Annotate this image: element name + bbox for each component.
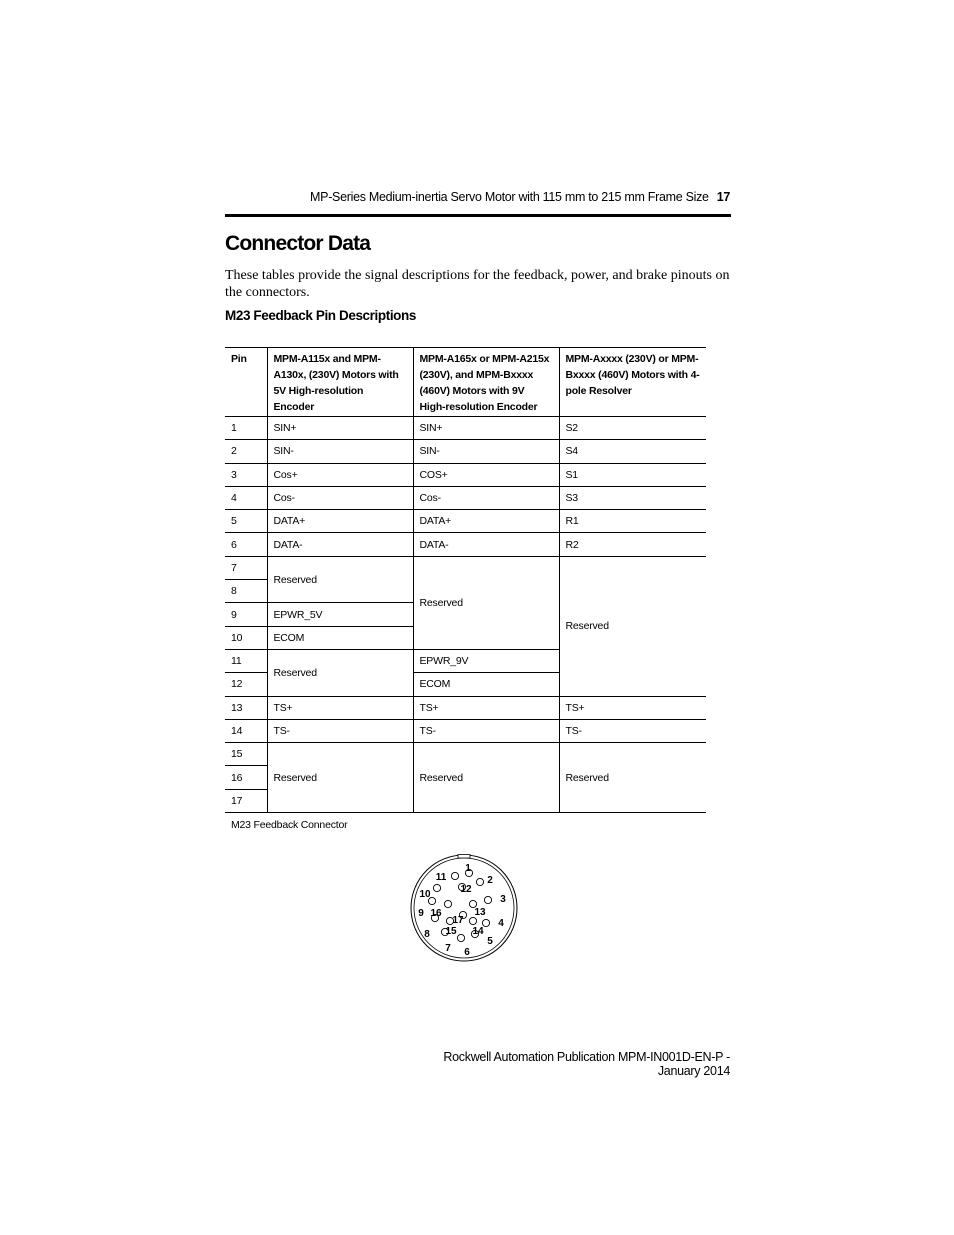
pin-cell: 17 [225, 789, 267, 812]
header-resolver: MPM-Axxxx (230V) or MPM-Bxxxx (460V) Motors with 4-pole Resolver [559, 348, 706, 417]
cell: DATA- [267, 533, 413, 556]
connector-pin-label-13: 13 [474, 907, 486, 918]
cell: TS+ [267, 696, 413, 719]
merged-cell: Reserved [267, 649, 413, 696]
connector-inner-ring [414, 858, 514, 958]
connector-pin-label-8: 8 [424, 929, 430, 940]
intro-paragraph: These tables provide the signal descriptions for the feedback, power, and brake pinouts on the connectors. [225, 268, 730, 300]
connector-pin-label-17: 17 [452, 915, 464, 926]
cell: S2 [559, 417, 706, 440]
connector-pin-label-6: 6 [464, 947, 470, 958]
cell: TS- [559, 719, 706, 742]
table-row [225, 743, 706, 766]
connector-pin-label-14: 14 [472, 926, 484, 937]
header-9v-encoder: MPM-A165x or MPM-A215x (230V), and MPM-Bxxxx (460V) Motors with 9V High-resolution Encoder [413, 348, 559, 417]
connector-pin-label-10: 10 [419, 889, 431, 900]
cell: ECOM [267, 626, 413, 649]
merged-cell: Reserved [267, 743, 413, 813]
cell: Cos+ [267, 463, 413, 486]
connector-pin-label-3: 3 [500, 894, 506, 905]
cell: R2 [559, 533, 706, 556]
connector-pin-label-12: 12 [460, 884, 472, 895]
pin-cell: 3 [225, 463, 267, 486]
connector-pins [418, 863, 506, 958]
merged-cell: Reserved [413, 743, 559, 813]
pin-cell: 10 [225, 626, 267, 649]
merged-cell: Reserved [413, 556, 559, 649]
pin-cell: 4 [225, 486, 267, 509]
connector-pin-14 [469, 917, 476, 924]
cell: DATA+ [267, 510, 413, 533]
pin-cell: 12 [225, 673, 267, 696]
cell: SIN+ [267, 417, 413, 440]
running-header [225, 190, 730, 210]
pin-cell: 1 [225, 417, 267, 440]
pin-cell: 2 [225, 440, 267, 463]
header-rule [225, 214, 731, 217]
connector-pin-label-15: 15 [445, 926, 457, 937]
section-title: Connector Data [225, 232, 371, 255]
table-header-row [225, 348, 706, 417]
cell: SIN+ [413, 417, 559, 440]
connector-pin-6 [457, 934, 464, 941]
table-row [225, 696, 706, 719]
merged-cell: Reserved [559, 556, 706, 696]
table-row [225, 486, 706, 509]
cell: EPWR_9V [413, 649, 559, 672]
pin-cell: 7 [225, 556, 267, 579]
table-row [225, 440, 706, 463]
header-5v-encoder: MPM-A115x and MPM-A130x, (230V) Motors with 5V High-resolution Encoder [267, 348, 413, 417]
table-row [225, 417, 706, 440]
pin-cell: 16 [225, 766, 267, 789]
cell: TS- [413, 719, 559, 742]
pin-cell: 8 [225, 580, 267, 603]
cell: S3 [559, 486, 706, 509]
running-title: MP-Series Medium-inertia Servo Motor with 115 mm to 215 mm Frame Size [310, 190, 709, 204]
cell: Cos- [267, 486, 413, 509]
pin-cell: 13 [225, 696, 267, 719]
connector-key-notch [458, 855, 470, 859]
header-pin: Pin [225, 348, 267, 417]
merged-cell: Reserved [267, 556, 413, 603]
cell: R1 [559, 510, 706, 533]
cell: TS+ [559, 696, 706, 719]
cell: SIN- [413, 440, 559, 463]
connector-pin-2 [476, 878, 483, 885]
connector-caption: M23 Feedback Connector [231, 819, 348, 831]
connector-pin-label-16: 16 [430, 908, 442, 919]
feedback-pin-table [225, 347, 706, 813]
table-row [225, 463, 706, 486]
connector-outer-ring [411, 855, 517, 961]
connector-pin-label-9: 9 [418, 908, 424, 919]
cell: ECOM [413, 673, 559, 696]
merged-cell: Reserved [559, 743, 706, 813]
cell: SIN- [267, 440, 413, 463]
table-caption: M23 Feedback Pin Descriptions [225, 308, 416, 323]
cell: Cos- [413, 486, 559, 509]
cell: S4 [559, 440, 706, 463]
publication-footer: Rockwell Automation Publication MPM-IN001D-EN-P - January 2014 [443, 1050, 730, 1078]
cell: S1 [559, 463, 706, 486]
cell: TS+ [413, 696, 559, 719]
pin-cell: 9 [225, 603, 267, 626]
m23-connector-diagram [405, 852, 525, 967]
cell: COS+ [413, 463, 559, 486]
connector-pin-label-11: 11 [435, 872, 447, 883]
table-row [225, 510, 706, 533]
pin-cell: 5 [225, 510, 267, 533]
cell: TS- [267, 719, 413, 742]
connector-pin-label-1: 1 [465, 863, 471, 874]
connector-pin-3 [484, 896, 491, 903]
pin-cell: 11 [225, 649, 267, 672]
connector-pin-16 [444, 900, 451, 907]
connector-pin-label-7: 7 [445, 943, 451, 954]
table-row [225, 556, 706, 579]
pin-cell: 15 [225, 743, 267, 766]
cell: EPWR_5V [267, 603, 413, 626]
connector-pin-label-5: 5 [487, 936, 493, 947]
pin-cell: 14 [225, 719, 267, 742]
table-row [225, 719, 706, 742]
connector-pin-label-2: 2 [487, 875, 493, 886]
cell: DATA- [413, 533, 559, 556]
cell: DATA+ [413, 510, 559, 533]
page-number: 17 [716, 190, 730, 204]
pin-cell: 6 [225, 533, 267, 556]
connector-pin-10 [433, 884, 440, 891]
connector-pin-11 [451, 872, 458, 879]
connector-pin-label-4: 4 [498, 918, 504, 929]
table-row [225, 533, 706, 556]
